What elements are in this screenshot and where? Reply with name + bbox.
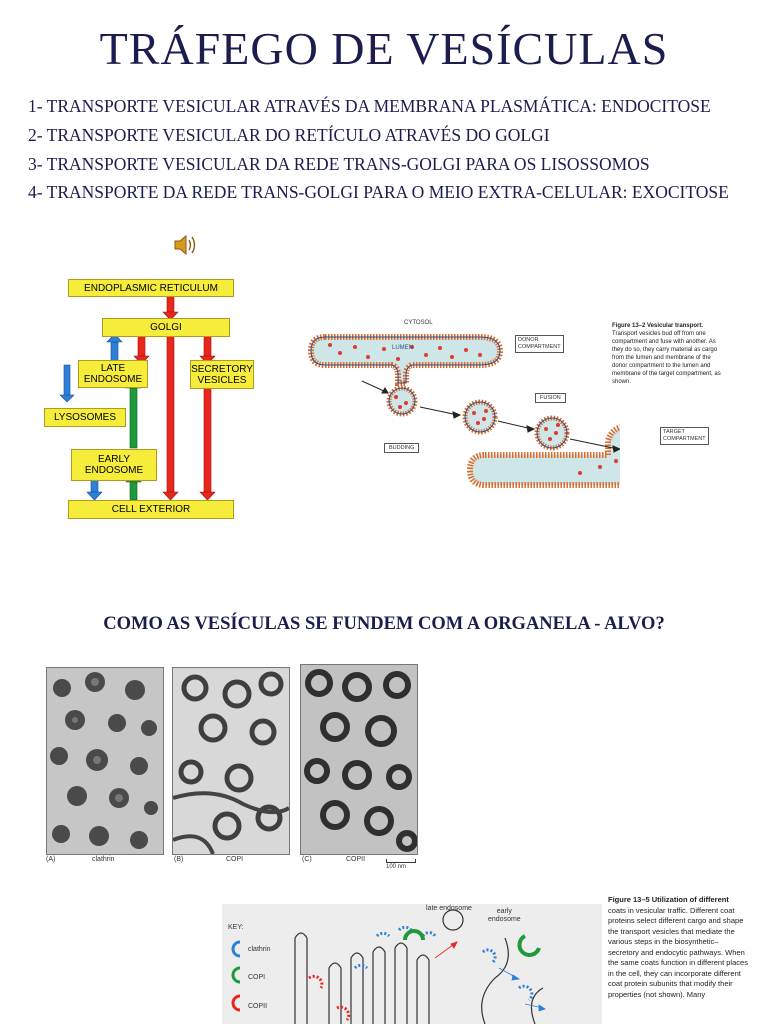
coat-caption-title: Figure 13–5 Utilization of different: [608, 895, 729, 904]
transport-caption: [612, 322, 762, 386]
topic-list: [28, 96, 758, 209]
scale-bar: [386, 859, 416, 863]
early-endosome-label: EARLY ENDOSOME: [84, 454, 144, 476]
lumen-label: LUMEN: [392, 345, 414, 351]
transport-caption-line: compartment and fuse with another. As: [612, 339, 716, 345]
clathrin-key-icon: [233, 942, 240, 956]
transport-caption-line: Transport vesicles bud off from one: [612, 331, 706, 337]
micrograph-c-name: COPII: [346, 856, 366, 863]
key-title: KEY:: [228, 924, 244, 931]
coat-caption-line: proteins select different cargo and shape: [608, 916, 744, 925]
coat-caption-line: the same coats function in different places: [608, 958, 748, 967]
topic-item-1: 1- TRANSPORTE VESICULAR ATRAVÉS DA MEMBRANA PLASMÁTICA: ENDOCITOSE: [28, 96, 711, 116]
box-endoplasmic-reticulum: ENDOPLASMIC RETICULUM: [68, 279, 234, 297]
target-label: TARGET COMPARTMENT: [660, 427, 709, 445]
coat-caption-line: the transport vesicles that mediate the: [608, 926, 735, 936]
transport-caption-line: from the lumen and membrane of the: [612, 355, 711, 361]
donor-label: DONOR COMPARTMENT: [515, 335, 564, 353]
transport-caption-title: Figure 13–2 Vesicular transport.: [612, 323, 704, 329]
scale-bar-label: 100 nm: [386, 864, 407, 870]
box-late-endosome: [78, 360, 148, 388]
key-icons: [228, 938, 246, 1024]
micrograph-a-label: (A): [46, 856, 56, 863]
copi-key-icon: [233, 968, 240, 982]
green-arrows: [126, 380, 141, 500]
fusion-label: FUSION: [535, 393, 566, 403]
budding-label: BUDDING: [384, 443, 419, 453]
key-copii: COPII: [248, 1003, 268, 1010]
page-title: TRÁFEGO DE VESÍCULAS: [99, 23, 669, 74]
transport-caption-line: donor compartment to the lumen and: [612, 363, 711, 369]
micrograph-clathrin: [46, 667, 164, 855]
transport-caption-line: they do so, they carry material as cargo: [612, 347, 718, 353]
coat-caption-line: in the cell, they can incorporate different: [608, 968, 741, 978]
micrograph-a-name: clathrin: [92, 856, 115, 863]
speaker-icon[interactable]: [173, 233, 199, 257]
box-cell-exterior: CELL EXTERIOR: [68, 500, 234, 519]
copii-key-icon: [233, 996, 240, 1010]
micrograph-b-label: (B): [174, 856, 184, 863]
transport-caption-line: shown.: [612, 379, 632, 385]
topic-item-4: 4- TRANSPORTE DA REDE TRANS-GOLGI PARA O MEIO EXTRA-CELULAR: EXOCITOSE: [28, 182, 729, 202]
micrograph-copii: [300, 664, 418, 855]
micrograph-c-label: (C): [302, 856, 312, 863]
coat-caption-line: coat protein subunits that modify their: [608, 979, 733, 988]
transport-caption-line: membrane of the target compartment, as: [612, 371, 721, 377]
topic-item-2: 2- TRANSPORTE VESICULAR DO RETÍCULO ATRAVÉS DO GOLGI: [28, 125, 550, 145]
coat-caption-line: various steps in the biosynthetic–: [608, 937, 719, 946]
box-early-endosome: [71, 449, 157, 481]
key-copi: COPI: [248, 974, 266, 981]
topic-item-3: 3- TRANSPORTE VESICULAR DA REDE TRANS-GOLGI PARA OS LISOSSOMOS: [28, 154, 650, 174]
coat-caption-line: properties (not shown). Many: [608, 989, 706, 999]
flow-arrows: [40, 270, 280, 530]
coat-caption-line: coats in vesicular traffic. Different coat: [608, 905, 735, 915]
box-secretory-vesicles: [190, 360, 254, 389]
key-clathrin: clathrin: [248, 946, 271, 953]
late-endosome-label: late endosome: [426, 905, 472, 912]
coat-caption: [608, 895, 768, 1000]
secretory-label: SECRETORY VESICLES: [191, 363, 253, 386]
coat-caption-line: secretory and endocytic pathways. When: [608, 947, 745, 957]
section-question: COMO AS VESÍCULAS SE FUNDEM COM A ORGANELA - ALVO?: [103, 614, 665, 634]
box-golgi: GOLGI: [102, 318, 230, 337]
coat-illustration: [285, 908, 595, 1024]
transport-illustration: [300, 315, 620, 500]
cytosol-label: CYTOSOL: [404, 320, 433, 326]
early-endosome-label: early endosome: [488, 908, 521, 923]
micrograph-b-name: COPI: [226, 856, 244, 863]
micrograph-copi: [172, 667, 290, 855]
late-endosome-label: LATE ENDOSOME: [83, 363, 143, 385]
box-lysosomes: LYSOSOMES: [44, 408, 126, 427]
